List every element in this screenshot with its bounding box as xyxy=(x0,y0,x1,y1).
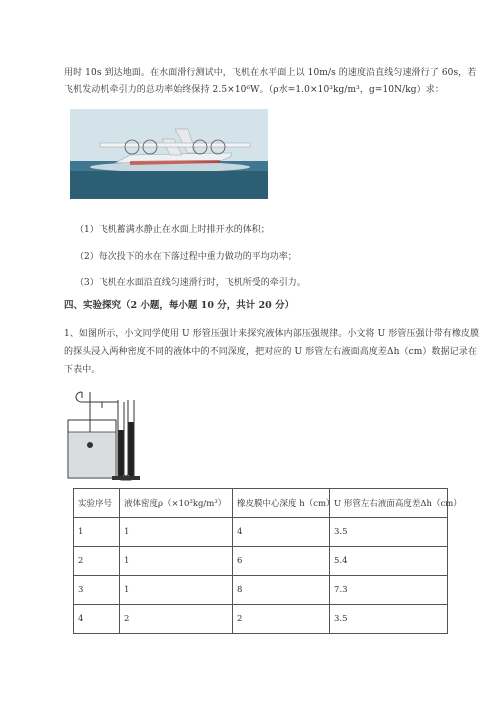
u-tube-manometer-figure xyxy=(60,380,160,489)
table-row xyxy=(74,518,448,547)
table-cell: 2 xyxy=(233,605,330,634)
table-cell: 6 xyxy=(233,547,330,576)
data-table xyxy=(73,488,462,634)
question-2: （2）每次投下的水在下落过程中重力做功的平均功率； xyxy=(75,252,297,262)
intro-line-1: 用时 10s 到达地面。在水面滑行测试中，飞机在水平面上以 10m/s 的速度沿直线匀速滑行了 60s，若 xyxy=(64,68,477,78)
table-cell: 2 xyxy=(74,547,120,576)
table-header-row xyxy=(74,489,448,518)
problem-line-2: 的探头浸入两种密度不同的液体中的不同深度，把对应的 U 形管左右液面高度差Δh（cm）数据记录在 xyxy=(64,347,477,357)
table-row xyxy=(74,547,448,576)
table-cell: 4 xyxy=(233,518,330,547)
table-cell: 1 xyxy=(120,576,233,605)
table-cell: 3.5 xyxy=(330,605,448,634)
problem-line-3: 下表中。 xyxy=(64,365,101,375)
table-cell: 4 xyxy=(74,605,120,634)
table-cell: 2 xyxy=(120,605,233,634)
header-trial-number: 实验序号 xyxy=(74,489,120,518)
problem-line-1: 1、如图所示，小文同学使用 U 形管压强计来探究液体内部压强规律。小文将 U 形管压强计带有橡皮膜 xyxy=(64,329,480,339)
table-cell: 1 xyxy=(120,547,233,576)
table-cell: 3.5 xyxy=(330,518,448,547)
table-cell: 1 xyxy=(120,518,233,547)
table-cell: 8 xyxy=(233,576,330,605)
table-row xyxy=(74,576,448,605)
header-membrane-depth: 橡皮膜中心深度 h（cm） xyxy=(233,489,330,518)
header-liquid-density: 液体密度ρ（×10³kg/m³） xyxy=(120,489,233,518)
question-1: （1）飞机蓄满水静止在水面上时排开水的体积； xyxy=(75,225,270,235)
intro-line-2: 飞机发动机牵引力的总功率始终保持 2.5×10⁶W。（ρ水=1.0×10³kg/m³，g=10N/kg）求： xyxy=(64,85,444,95)
question-3: （3）飞机在水面沿直线匀速滑行时，飞机所受的牵引力。 xyxy=(75,278,306,288)
table-cell: 5.4 xyxy=(330,547,448,576)
table-row xyxy=(74,605,448,634)
table-cell: 1 xyxy=(74,518,120,547)
seaplane-illustration xyxy=(70,109,268,199)
section-heading: 四、实验探究（2 小题，每小题 10 分，共计 20 分） xyxy=(64,300,295,311)
table-cell: 7.3 xyxy=(330,576,448,605)
header-height-difference: U 形管左右液面高度差Δh（cm） xyxy=(330,489,448,518)
table-cell: 3 xyxy=(74,576,120,605)
seaplane-photo xyxy=(70,109,268,199)
